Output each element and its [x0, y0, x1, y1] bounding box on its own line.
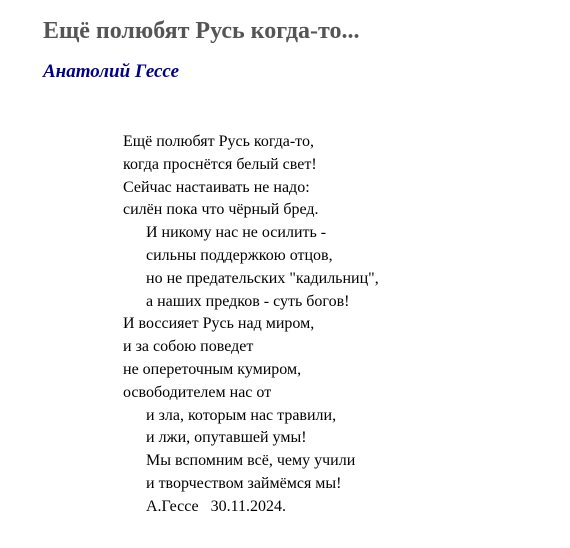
poem-line: И никому нас не осилить -	[146, 224, 327, 242]
poem-line: и за собою поведет	[123, 338, 254, 356]
poem-line: когда проснётся белый свет!	[123, 155, 317, 173]
poem-line: а наших предков - суть богов!	[146, 292, 350, 310]
poem-line: Мы вспомним всё, чему учили	[146, 452, 356, 470]
poem-line: не опереточным кумиром,	[123, 360, 302, 378]
poem-signature: А.Гессе 30.11.2024.	[146, 497, 286, 515]
poem-line: силён пока что чёрный бред.	[123, 201, 319, 219]
poem-line: Ещё полюбят Русь когда-то,	[123, 133, 314, 150]
author-name: Анатолий Гессе	[43, 61, 180, 82]
poem-line: и лжи, опутавшей умы!	[146, 429, 307, 447]
poem-line: и творчеством займёмся мы!	[146, 474, 342, 492]
poem-body	[123, 131, 379, 519]
poem-line: освободителем нас от	[123, 383, 272, 401]
page-title: Ещё полюбят Русь когда-то...	[43, 18, 360, 44]
poem-line: и зла, которым нас травили,	[146, 406, 337, 424]
poem-line: Сейчас настаивать не надо:	[123, 178, 310, 196]
poem-line: но не предательских "кадильниц",	[146, 269, 379, 287]
poem-line: И воссияет Русь над миром,	[123, 315, 315, 333]
poem-line: сильны поддержкою отцов,	[146, 246, 333, 264]
